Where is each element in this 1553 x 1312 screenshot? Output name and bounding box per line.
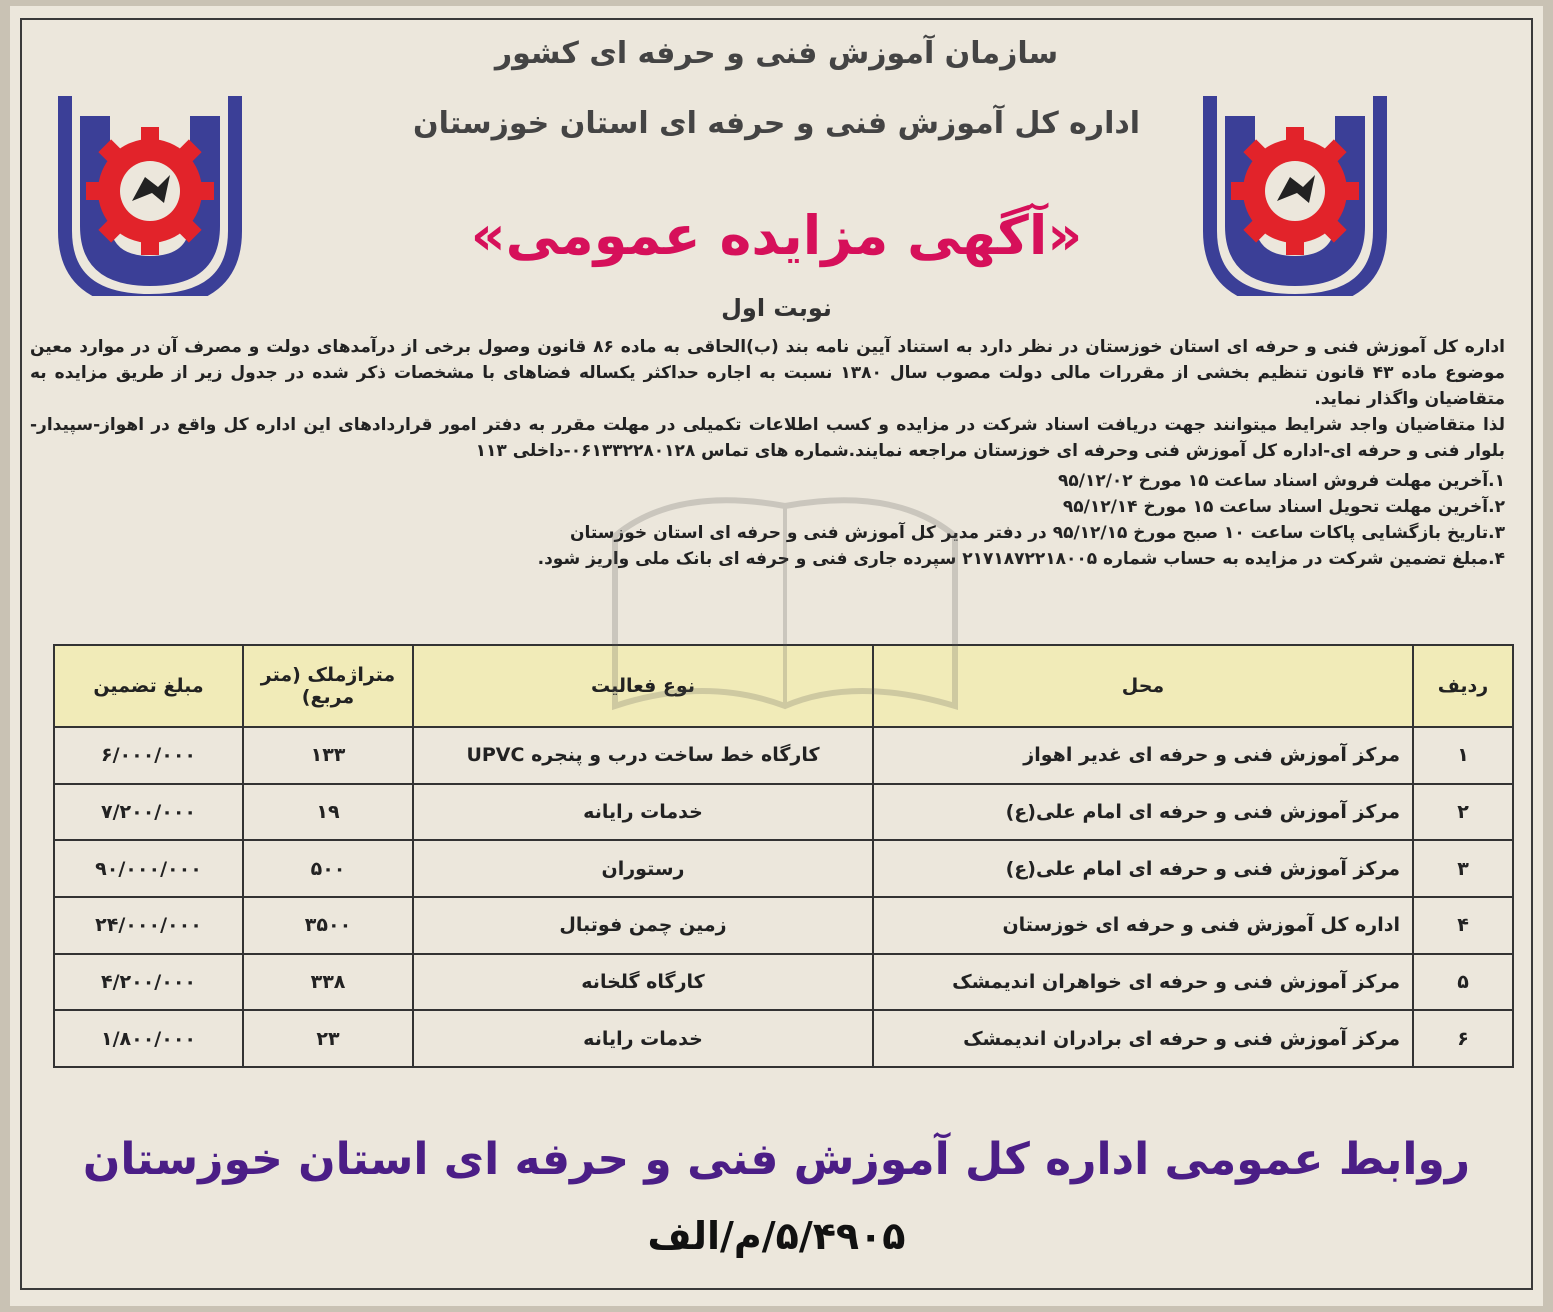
row-index: ۲	[1413, 784, 1513, 841]
row-area: ۲۳	[243, 1010, 413, 1067]
row-deposit: ۴/۲۰۰/۰۰۰	[54, 954, 243, 1011]
list-item: ۲.آخرین مهلت تحویل اسناد ساعت ۱۵ مورخ ۹۵/۱۲/۱۴	[1062, 497, 1505, 517]
table-row	[54, 784, 1513, 841]
row-deposit: ۹۰/۰۰۰/۰۰۰	[54, 840, 243, 897]
auction-table	[53, 644, 1514, 1068]
row-place: اداره کل آموزش فنی و حرفه ای خوزستان	[873, 897, 1413, 954]
row-place: مرکز آموزش فنی و حرفه ای خواهران اندیمشک	[873, 954, 1413, 1011]
row-index: ۱	[1413, 727, 1513, 784]
row-activity: خدمات رایانه	[413, 784, 873, 841]
header-activity: نوع فعالیت	[413, 645, 873, 727]
table-header-row	[54, 645, 1513, 727]
row-activity: کارگاه گلخانه	[413, 954, 873, 1011]
row-area: ۳۳۸	[243, 954, 413, 1011]
provincial-org-heading: اداره کل آموزش فنی و حرفه ای استان خوزستان	[412, 106, 1141, 141]
list-item: ۱.آخرین مهلت فروش اسناد ساعت ۱۵ مورخ ۹۵/۱۲/۰۲	[1057, 471, 1505, 491]
row-activity: زمین چمن فوتبال	[413, 897, 873, 954]
list-item: ۳.تاریخ بازگشایی پاکات ساعت ۱۰ صبح مورخ ۹۵/۱۲/۱۵ در دفتر مدیر کل آموزش فنی و حرفه ای استان خوزستان	[569, 523, 1505, 543]
row-area: ۵۰۰	[243, 840, 413, 897]
row-activity: کارگاه خط ساخت درب و پنجره UPVC	[413, 727, 873, 784]
row-area: ۱۹	[243, 784, 413, 841]
row-index: ۴	[1413, 897, 1513, 954]
header-place: محل	[873, 645, 1413, 727]
row-area: ۱۳۳	[243, 727, 413, 784]
table-row	[54, 1010, 1513, 1067]
header-area: متراژملک (متر مربع)	[243, 645, 413, 727]
row-place: مرکز آموزش فنی و حرفه ای امام علی(ع)	[873, 840, 1413, 897]
row-index: ۶	[1413, 1010, 1513, 1067]
row-activity: خدمات رایانه	[413, 1010, 873, 1067]
notice-body	[30, 334, 1505, 572]
row-deposit: ۶/۰۰۰/۰۰۰	[54, 727, 243, 784]
row-place: مرکز آموزش فنی و حرفه ای امام علی(ع)	[873, 784, 1413, 841]
row-deposit: ۱/۸۰۰/۰۰۰	[54, 1010, 243, 1067]
list-item: ۴.مبلغ تضمین شرکت در مزایده به حساب شماره ۲۱۷۱۸۷۲۲۱۸۰۰۵ سپرده جاری فنی و حرفه ای بانک ملی واریز شود.	[537, 549, 1505, 569]
table-row	[54, 840, 1513, 897]
row-deposit: ۷/۲۰۰/۰۰۰	[54, 784, 243, 841]
newspaper-page	[10, 6, 1543, 1306]
notice-title: «آگهی مزایده عمومی»	[470, 204, 1083, 267]
header-index: ردیف	[1413, 645, 1513, 727]
row-activity: رستوران	[413, 840, 873, 897]
table-row	[54, 954, 1513, 1011]
intro-paragraph: اداره کل آموزش فنی و حرفه ای استان خوزستان در نظر دارد به استناد آیین نامه بند (ب)الحاقی به ماده ۸۶ قانون وصول برخی از درآمدهای دولت و مصرف آن در موارد معین موضوع ماده ۴۳ قانون تنظیم بخشی از مقررات مالی دولت مصوب سال ۱۳۸۰ نسبت به اجاره حداکثر یکساله فضاهای با مشخصات ذکر شده در جدول زیر از طریق مزایده به متقاضیان واگذار نماید.	[30, 337, 1506, 409]
row-place: مرکز آموزش فنی و حرفه ای غدیر اهواز	[873, 727, 1413, 784]
notice-code: ۵/۴۹۰۵/م/الف	[647, 1214, 906, 1258]
public-relations-signoff: روابط عمومی اداره کل آموزش فنی و حرفه ای استان خوزستان	[82, 1134, 1471, 1185]
table-row	[54, 897, 1513, 954]
notice-round: نوبت اول	[721, 294, 832, 322]
row-place: مرکز آموزش فنی و حرفه ای برادران اندیمشک	[873, 1010, 1413, 1067]
row-deposit: ۲۴/۰۰۰/۰۰۰	[54, 897, 243, 954]
national-org-heading: سازمان آموزش فنی و حرفه ای کشور	[494, 36, 1059, 71]
table-row	[54, 727, 1513, 784]
row-area: ۳۵۰۰	[243, 897, 413, 954]
header-deposit: مبلغ تضمین	[54, 645, 243, 727]
row-index: ۳	[1413, 840, 1513, 897]
deadline-list	[30, 468, 1505, 572]
contact-paragraph: لذا متقاضیان واجد شرایط میتوانند جهت دریافت اسناد شرکت در مزایده و کسب اطلاعات تکمیلی در مهلت مقرر به دفتر امور قراردادهای این اداره کل واقع در اهواز-سپیدار-بلوار فنی و حرفه ای-اداره کل آموزش فنی وحرفه ای خوزستان مراجعه نمایند.شماره های تماس ۰۶۱۳۳۲۲۸۰۱۲۸-داخلی ۱۱۳	[30, 415, 1505, 461]
row-index: ۵	[1413, 954, 1513, 1011]
